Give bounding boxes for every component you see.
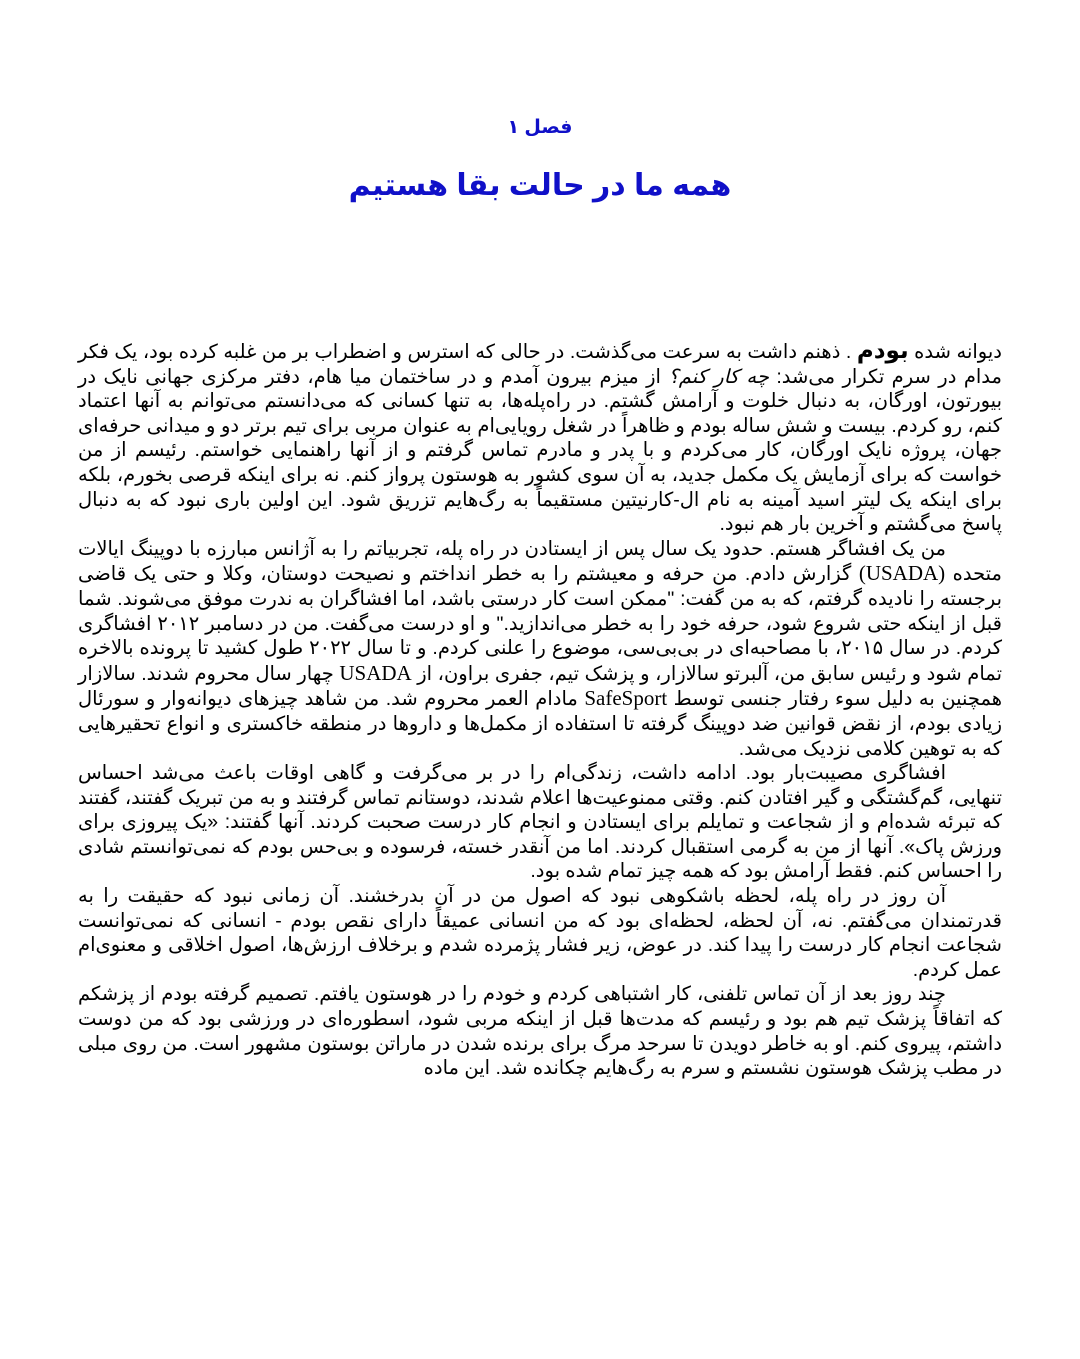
text-segment: . ذهنم داشت به سرعت می‌گذشت. در حالی که استرس و اضطراب بر من غلبه کرده بود، یک فکر مدام در سرم تکرار می‌شد: <box>78 341 1002 388</box>
latin-term: USADA <box>339 660 412 685</box>
text-segment: آن روز در راه پله، لحظه باشکوهی نبود که اصول من در آن بدرخشند. آن زمانی نبود که حقیقت را به قدرتمندان می‌گفتم. نه، آن لحظه، لحظه‌ای بود که من انسانی عمیقاً دارای نقص بودم - انسانی که نمی‌توانست شجاعت انجام کار درست را پیدا کند. در عوض، زیر فشار پژمرده شدم و برخلاف ارزش‌ها، اصول اخلاقی و معنوی‌ام عمل کردم. <box>78 885 1002 981</box>
latin-term: (USADA) <box>858 561 946 586</box>
paragraph-2 <box>78 537 1002 761</box>
chapter-label: فصل ۱ <box>507 117 573 138</box>
paragraph-1 <box>78 338 1002 537</box>
italic-question: چه کار کنم؟ <box>668 365 769 388</box>
text-segment: از میزم بیرون آمدم و در ساختمان میا هام، دفتر مرکزی جهانی نایک در بیورتون، اورگان، به دنبال خلوت و آرامش گشتم. در راه‌پله‌ها، به تنها کسانی که می‌دانستم می‌توانم به آنها اعتماد کنم، رو کردم. بیست و شش ساله بودم و ظاهراً در شغل رویایی‌ام به عنوان مربی برای تیم برتر دو و میدانی حرفه‌ای جهان، پروژه نایک اورگان، کار می‌کردم و با پدر و مادرم تماس گرفتم و از آنها راهنمایی خواستم. رئیسم از من خواست که برای آزمایش یک مکمل جدید، به آن سوی کشور به هوستون پرواز کنم. نه برای اینکه قرصی بخورم، بلکه برای اینکه یک لیتر اسید آمینه به نام ال-کارنیتین مستقیماً به رگ‌هایم تزریق شود. این اولین باری نبود که به دنبال پاسخ می‌گشتم و آخرین بار هم نبود. <box>78 365 1002 536</box>
bold-word: بودم <box>856 337 909 363</box>
text-segment: من یک افشاگر هستم. حدود یک سال پس از ایستادن در راه پله، تجربیاتم را به آژانس مبارزه با دوپینگ ایالات متحده <box>78 537 1002 586</box>
latin-term: SafeSport <box>584 686 668 711</box>
chapter-body <box>78 338 1002 1081</box>
paragraph-5 <box>78 982 1002 1080</box>
text-segment: دیوانه شده <box>908 341 1002 363</box>
paragraph-3 <box>78 761 1002 884</box>
text-segment: چهار سال محروم شدند. سالازار همچنین به دلیل سوء رفتار جنسی توسط <box>78 662 1002 711</box>
text-segment: افشاگری مصیبت‌بار بود. ادامه داشت، زندگی‌ام را در بر می‌گرفت و گاهی اوقات باعث می‌شد احساس تنهایی، گم‌گشتگی و گیر افتادن کنم. وقتی ممنوعیت‌ها اعلام شدند، دوستانم تماس گرفتند و به من تبریک گفتند، گفتند که تبرئه شده‌ام و از شجاعت و تمایلم برای ایستادن و انجام کار درست صحبت کردند. آنها گفتند: «یک پیروزی برای ورزش پاک». آنها از من به گرمی استقبال کردند. اما من آنقدر خسته، فرسوده و بی‌حس بودم که نمی‌توانستم شادی را احساس کنم. فقط آرامش بود که همه چیز تمام شده بود. <box>78 762 1002 883</box>
text-segment: چند روز بعد از آن تماس تلفنی، کار اشتباهی کردم و خودم را در هوستون یافتم. تصمیم گرفته بودم از پزشکم که اتفاقاً پزشک تیم هم بود و رئیسم که مدت‌ها قبل از اینکه مربی شود، اسطوره‌ای در ورزشی بود که من دوست داشتم، پیروی کنم. او به خاطر دویدن تا سرحد مرگ برای برنده شدن در ماراتن بوستون مشهور است. من روی مبلی در مطب پزشک هوستون نشستم و سرم به رگ‌هایم چکانده شد. این ماده <box>78 983 1002 1080</box>
paragraph-4 <box>78 884 1002 982</box>
text-segment: گزارش دادم. من حرفه و معیشتم را به خطر انداختم و نصیحت دوستان، وکلا و حتی یک قاضی برجسته را نادیده گرفتم، که به من گفت: "ممکن است کار درستی باشد، اما افشاگران به ندرت موفق می‌شوند. شما قبل از اینکه حتی شروع شود، حرفه خود را به خطر می‌اندازید." و او درست می‌گفت. من در دسامبر ۲۰۱۲ افشاگری کردم. در سال ۲۰۱۵، با مصاحبه‌ای در بی‌بی‌سی، موضوع را علنی کردم. و تا سال ۲۰۲۲ طول کشید تا پرونده بالاخره تمام شود و رئیس سابق من، آلبرتو سالازار، و پزشک تیم، جفری براون، از <box>78 563 1003 685</box>
chapter-title: همه ما در حالت بقا هستیم <box>348 169 732 202</box>
text-segment: مادام العمر محروم شد. من شاهد چیزهای دیوانه‌وار و سورئال زیادی بودم، از نقض قوانین ضد دوپینگ گرفته تا استفاده از مکمل‌ها و داروها در منطقه خاکستری و انواع تحقیرهایی که به توهین کلامی نزدیک می‌شد. <box>78 688 1002 760</box>
